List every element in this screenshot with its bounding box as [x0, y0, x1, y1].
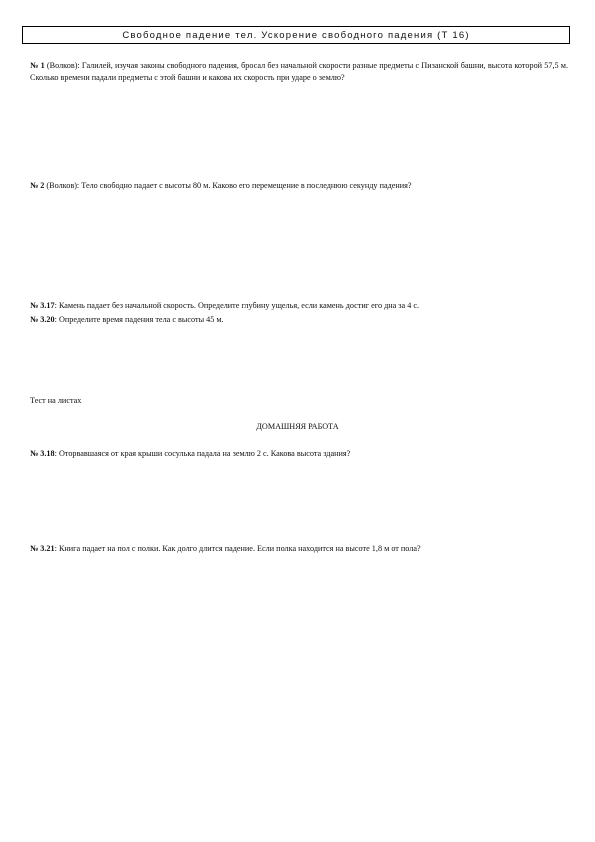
problem-1 [30, 60, 568, 84]
problem-number: № 2 [30, 181, 45, 190]
problem-number: № 3.20 [30, 315, 55, 324]
problem-2 [30, 180, 568, 192]
problem-source: (Волков): [44, 181, 80, 190]
problem-number: № 3.17 [30, 301, 55, 310]
problem-number: № 3.21 [30, 544, 55, 553]
test-note: Тест на листах [30, 396, 82, 405]
problem-text: Оторвавшаяся от края крыши сосулька падала на землю 2 с. Какова высота здания? [56, 449, 351, 458]
homework-problem-3-18 [30, 448, 568, 460]
problem-source: (Волков): [44, 61, 80, 70]
homework-heading: ДОМАШНЯЯ РАБОТА [256, 422, 339, 431]
problem-text: Галилей, изучая законы свободного падения, бросал без начальной скорости разные предметы с Пизанской башни, высота которой 57,5 м. Сколько времени падали предметы с этой башни и какова их скорость при ударе о землю? [30, 61, 569, 82]
problem-text: Книга падает на пол с полки. Как долго длится падение. Если полка находится на высоте 1,8 м от пола? [56, 544, 421, 553]
problem-text: Определите время падения тела с высоты 45 м. [56, 315, 224, 324]
problem-number: № 1 [30, 61, 45, 70]
problem-source: : [54, 315, 57, 324]
page-title: Свободное падение тел. Ускорение свободного падения (Т 16) [22, 26, 570, 44]
problem-3-20 [30, 314, 568, 326]
problem-text: Камень падает без начальной скорость. Определите глубину ущелья, если камень достиг его дна за 4 с. [56, 301, 420, 310]
problem-source: : [54, 449, 57, 458]
homework-problem-3-21 [30, 543, 568, 555]
problem-text: Тело свободно падает с высоты 80 м. Каково его перемещение в последнюю секунду падения? [79, 181, 412, 190]
problem-source: : [54, 301, 57, 310]
problem-3-17 [30, 300, 568, 312]
problem-source: : [54, 544, 57, 553]
problem-number: № 3.18 [30, 449, 55, 458]
